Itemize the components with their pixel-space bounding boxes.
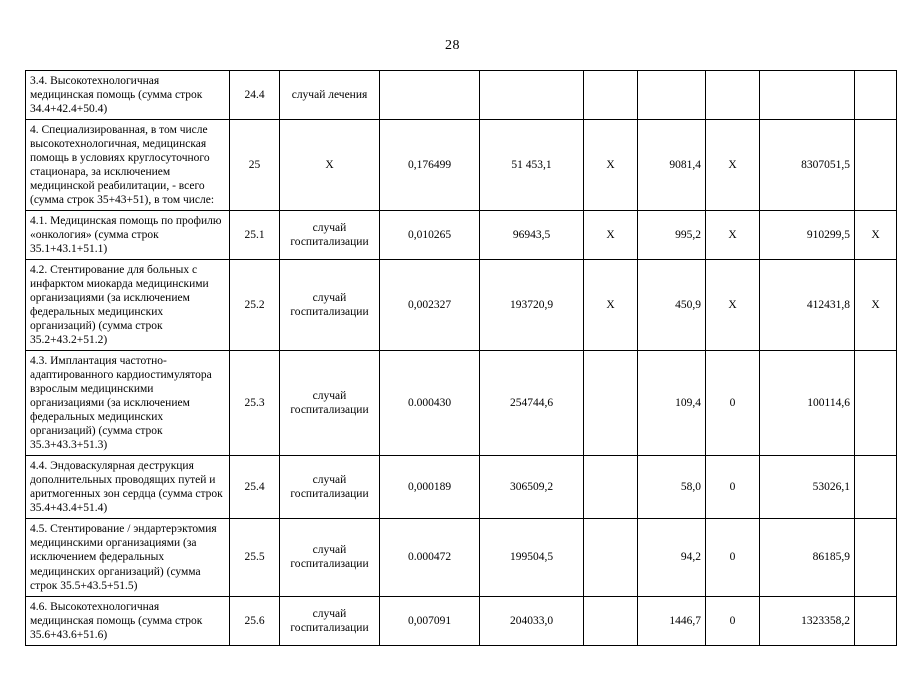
row-volume: 0.000472 bbox=[380, 519, 480, 596]
row-fin2: 86185,9 bbox=[760, 519, 855, 596]
row-fin1: 1446,7 bbox=[638, 596, 706, 645]
row-name: 4.3. Имплантация частотно-адаптированного кардиостимулятора взрослым медицинскими организациями (за исключением федеральных медицинских организаций) (сумма строк 35.3+43.3+51.3) bbox=[26, 351, 230, 456]
row-x2: 0 bbox=[706, 456, 760, 519]
row-x2: X bbox=[706, 211, 760, 260]
table-row bbox=[26, 456, 897, 519]
row-fin1: 94,2 bbox=[638, 519, 706, 596]
row-cost: 204033,0 bbox=[480, 596, 584, 645]
row-name: 4.4. Эндоваскулярная деструкция дополнительных проводящих путей и аритмогенных зон сердца (сумма строк 35.4+43.4+51.4) bbox=[26, 456, 230, 519]
row-x3: X bbox=[855, 211, 897, 260]
row-unit: случай госпитализации bbox=[280, 260, 380, 351]
row-unit: случай госпитализации bbox=[280, 596, 380, 645]
row-fin2: 412431,8 bbox=[760, 260, 855, 351]
row-name: 4. Специализированная, в том числе высокотехнологичная, медицинская помощь в условиях круглосуточного стационара, за исключением медицинской реабилитации, - всего (сумма строк 35+43+51), в том числе: bbox=[26, 120, 230, 211]
row-x2: X bbox=[706, 120, 760, 211]
row-cost bbox=[480, 71, 584, 120]
row-x3: X bbox=[855, 260, 897, 351]
row-cost: 254744,6 bbox=[480, 351, 584, 456]
program-volumes-table bbox=[25, 70, 897, 646]
row-x2: 0 bbox=[706, 519, 760, 596]
row-x3 bbox=[855, 456, 897, 519]
row-fin1 bbox=[638, 71, 706, 120]
table-row bbox=[26, 519, 897, 596]
row-fin1: 450,9 bbox=[638, 260, 706, 351]
row-fin2: 8307051,5 bbox=[760, 120, 855, 211]
row-volume: 0,176499 bbox=[380, 120, 480, 211]
row-unit: случай госпитализации bbox=[280, 351, 380, 456]
row-volume: 0,007091 bbox=[380, 596, 480, 645]
table-row bbox=[26, 351, 897, 456]
row-code: 25.3 bbox=[230, 351, 280, 456]
row-fin1: 109,4 bbox=[638, 351, 706, 456]
row-fin2: 1323358,2 bbox=[760, 596, 855, 645]
row-name: 4.6. Высокотехнологичная медицинская помощь (сумма строк 35.6+43.6+51.6) bbox=[26, 596, 230, 645]
row-unit: случай госпитализации bbox=[280, 456, 380, 519]
row-fin1: 995,2 bbox=[638, 211, 706, 260]
table-row bbox=[26, 211, 897, 260]
table-row bbox=[26, 71, 897, 120]
row-cost: 199504,5 bbox=[480, 519, 584, 596]
row-x1: X bbox=[584, 120, 638, 211]
row-x2: X bbox=[706, 260, 760, 351]
row-volume bbox=[380, 71, 480, 120]
row-unit: случай лечения bbox=[280, 71, 380, 120]
row-x3 bbox=[855, 351, 897, 456]
row-cost: 96943,5 bbox=[480, 211, 584, 260]
row-unit: X bbox=[280, 120, 380, 211]
row-x1 bbox=[584, 351, 638, 456]
row-x1: X bbox=[584, 211, 638, 260]
row-x1: X bbox=[584, 260, 638, 351]
row-x2: 0 bbox=[706, 351, 760, 456]
row-fin2: 100114,6 bbox=[760, 351, 855, 456]
row-fin2: 910299,5 bbox=[760, 211, 855, 260]
row-volume: 0,010265 bbox=[380, 211, 480, 260]
table-row bbox=[26, 596, 897, 645]
row-x1 bbox=[584, 596, 638, 645]
row-code: 25.2 bbox=[230, 260, 280, 351]
table-row bbox=[26, 260, 897, 351]
row-fin1: 9081,4 bbox=[638, 120, 706, 211]
row-cost: 51 453,1 bbox=[480, 120, 584, 211]
document-page bbox=[0, 38, 905, 678]
row-x1 bbox=[584, 456, 638, 519]
row-name: 3.4. Высокотехнологичная медицинская помощь (сумма строк 34.4+42.4+50.4) bbox=[26, 71, 230, 120]
page-number: 28 bbox=[445, 38, 460, 53]
row-x3 bbox=[855, 120, 897, 211]
row-x1 bbox=[584, 71, 638, 120]
row-x2 bbox=[706, 71, 760, 120]
row-fin2 bbox=[760, 71, 855, 120]
row-cost: 193720,9 bbox=[480, 260, 584, 351]
row-unit: случай госпитализации bbox=[280, 211, 380, 260]
row-x1 bbox=[584, 519, 638, 596]
row-code: 25.5 bbox=[230, 519, 280, 596]
row-code: 24.4 bbox=[230, 71, 280, 120]
row-cost: 306509,2 bbox=[480, 456, 584, 519]
row-volume: 0.000430 bbox=[380, 351, 480, 456]
row-fin2: 53026,1 bbox=[760, 456, 855, 519]
row-code: 25.6 bbox=[230, 596, 280, 645]
row-volume: 0,000189 bbox=[380, 456, 480, 519]
row-x2: 0 bbox=[706, 596, 760, 645]
row-fin1: 58,0 bbox=[638, 456, 706, 519]
row-name: 4.1. Медицинская помощь по профилю «онкология» (сумма строк 35.1+43.1+51.1) bbox=[26, 211, 230, 260]
row-unit: случай госпитализации bbox=[280, 519, 380, 596]
row-code: 25.1 bbox=[230, 211, 280, 260]
row-x3 bbox=[855, 596, 897, 645]
row-volume: 0,002327 bbox=[380, 260, 480, 351]
row-x3 bbox=[855, 519, 897, 596]
row-code: 25 bbox=[230, 120, 280, 211]
row-name: 4.2. Стентирование для больных с инфарктом миокарда медицинскими организациями (за исключением федеральных медицинских организаций) (сумма строк 35.2+43.2+51.2) bbox=[26, 260, 230, 351]
row-code: 25.4 bbox=[230, 456, 280, 519]
table-row bbox=[26, 120, 897, 211]
row-x3 bbox=[855, 71, 897, 120]
row-name: 4.5. Стентирование / эндартерэктомия медицинскими организациями (за исключением федеральных медицинских организаций) (сумма строк 35.5+43.5+51.5) bbox=[26, 519, 230, 596]
